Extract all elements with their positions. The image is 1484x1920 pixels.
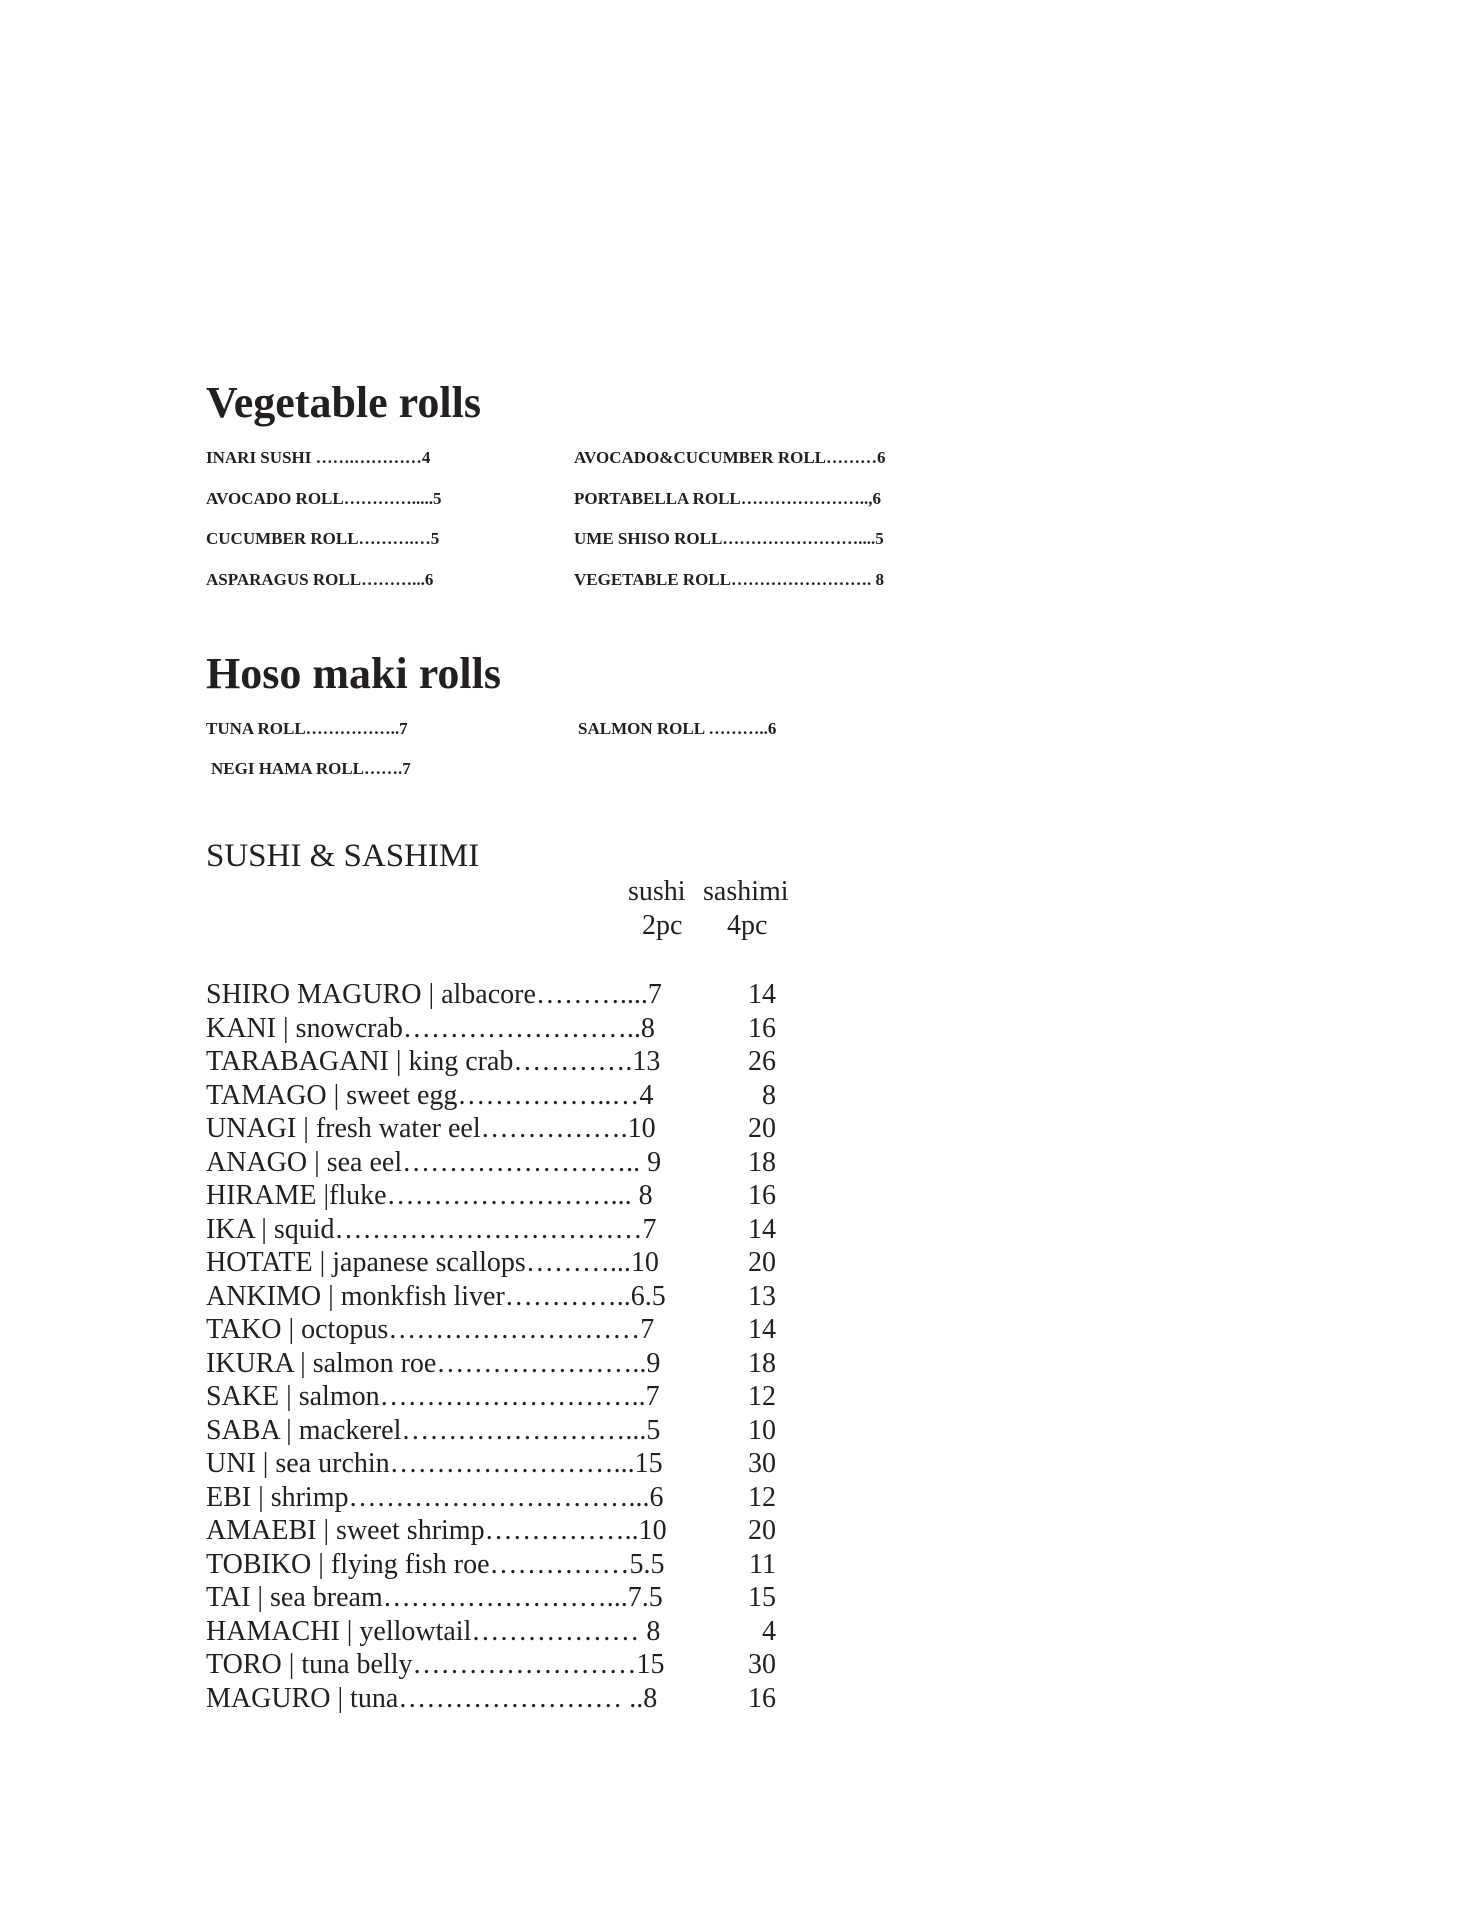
menu-item-name-price: TAMAGO | sweet egg……………..…4 bbox=[206, 1079, 654, 1111]
menu-item-name-price: TOBIKO | flying fish roe……………5.5 bbox=[206, 1548, 665, 1580]
sashimi-price: 14 bbox=[748, 979, 776, 1010]
menu-row bbox=[206, 1146, 776, 1180]
menu-item-name-price: TORO | tuna belly……………………15 bbox=[206, 1649, 665, 1680]
hoso-maki-item: NEGI HAMA ROLL…….7 bbox=[211, 759, 411, 778]
menu-row bbox=[206, 1447, 776, 1481]
menu-row bbox=[206, 1548, 776, 1582]
sushi-column-header: sushi bbox=[628, 876, 686, 907]
menu-item-name-price: ANKIMO | monkfish liver…………..6.5 bbox=[206, 1280, 666, 1312]
sashimi-price: 30 bbox=[748, 1448, 776, 1479]
menu-row bbox=[206, 1280, 776, 1314]
sashimi-price: 18 bbox=[748, 1146, 776, 1178]
menu-item-name-price: EBI | shrimp…………………………...6 bbox=[206, 1481, 664, 1513]
sashimi-price: 4 bbox=[762, 1615, 776, 1647]
menu-row bbox=[206, 1615, 776, 1649]
vegetable-roll-item: AVOCADO ROLL………….....5 bbox=[206, 489, 442, 508]
sashimi-price: 13 bbox=[748, 1280, 776, 1312]
menu-row bbox=[206, 1347, 776, 1381]
menu-item-name-price: SAKE | salmon………………………..7 bbox=[206, 1381, 660, 1412]
sashimi-price: 10 bbox=[748, 1414, 776, 1446]
sashimi-price: 20 bbox=[748, 1113, 776, 1144]
menu-item-name-price: TARABAGANI | king crab………….13 bbox=[206, 1046, 661, 1077]
vegetable-rolls-heading: Vegetable rolls bbox=[206, 378, 481, 427]
menu-row bbox=[206, 1313, 776, 1347]
menu-item-name-price: TAI | sea bream……………………...7.5 bbox=[206, 1582, 663, 1613]
vegetable-roll-item: INARI SUSHI …….…………4 bbox=[206, 448, 431, 467]
sashimi-price: 30 bbox=[748, 1649, 776, 1680]
menu-item-name-price: HIRAME |fluke……………………... 8 bbox=[206, 1180, 653, 1211]
menu-item-name-price: AMAEBI | sweet shrimp……………..10 bbox=[206, 1515, 667, 1546]
menu-row bbox=[206, 1414, 776, 1448]
menu-row bbox=[206, 1481, 776, 1515]
sashimi-price: 26 bbox=[748, 1046, 776, 1077]
menu-row bbox=[206, 1079, 776, 1113]
menu-item-name-price: IKA | squid……………………………7 bbox=[206, 1213, 657, 1245]
vegetable-roll-item: AVOCADO&CUCUMBER ROLL………6 bbox=[574, 448, 886, 467]
sashimi-price: 20 bbox=[748, 1247, 776, 1278]
menu-row bbox=[206, 1581, 776, 1615]
menu-row bbox=[206, 1213, 776, 1247]
menu-item-name-price: UNAGI | fresh water eel…………….10 bbox=[206, 1113, 656, 1144]
sashimi-price: 20 bbox=[748, 1515, 776, 1546]
vegetable-roll-item: ASPARAGUS ROLL………...6 bbox=[206, 570, 434, 589]
sashimi-price: 16 bbox=[748, 1682, 776, 1714]
menu-item-name-price: UNI | sea urchin……………………...15 bbox=[206, 1448, 663, 1479]
menu-row bbox=[206, 1112, 776, 1146]
menu-row bbox=[206, 1246, 776, 1280]
sushi-sashimi-heading: SUSHI & SASHIMI bbox=[206, 838, 480, 874]
menu-row bbox=[206, 1682, 776, 1716]
menu-row bbox=[206, 1648, 776, 1682]
sashimi-price: 14 bbox=[748, 1213, 776, 1245]
menu-item-name-price: TAKO | octopus………………………7 bbox=[206, 1314, 655, 1345]
vegetable-roll-item: VEGETABLE ROLL……………………. 8 bbox=[574, 570, 884, 589]
sashimi-price: 8 bbox=[762, 1079, 776, 1111]
sashimi-price: 11 bbox=[749, 1548, 776, 1580]
menu-row bbox=[206, 1012, 776, 1046]
sashimi-price: 18 bbox=[748, 1347, 776, 1379]
sashimi-price: 15 bbox=[748, 1582, 776, 1613]
sushi-quantity-label: 2pc bbox=[642, 910, 683, 941]
sushi-sashimi-list bbox=[206, 978, 776, 1715]
menu-item-name-price: HOTATE | japanese scallops………...10 bbox=[206, 1247, 659, 1278]
menu-row bbox=[206, 1380, 776, 1414]
menu-row bbox=[206, 1045, 776, 1079]
menu-row bbox=[206, 1514, 776, 1548]
menu-item-name-price: IKURA | salmon roe…………………..9 bbox=[206, 1347, 661, 1379]
vegetable-roll-item: UME SHISO ROLL……………………....5 bbox=[574, 529, 884, 548]
sashimi-price: 16 bbox=[748, 1012, 776, 1044]
menu-item-name-price: SHIRO MAGURO | albacore………....7 bbox=[206, 979, 662, 1010]
menu-item-name-price: KANI | snowcrab……………………..8 bbox=[206, 1012, 655, 1044]
menu-item-name-price: HAMACHI | yellowtail……………… 8 bbox=[206, 1615, 661, 1647]
hoso-maki-item: TUNA ROLL……………..7 bbox=[206, 719, 408, 738]
sashimi-price: 14 bbox=[748, 1314, 776, 1345]
menu-row bbox=[206, 1179, 776, 1213]
menu-item-name-price: SABA | mackerel……………………...5 bbox=[206, 1414, 661, 1446]
menu-item-name-price: MAGURO | tuna…………………… ..8 bbox=[206, 1682, 658, 1714]
hoso-maki-item: SALMON ROLL ………..6 bbox=[578, 719, 777, 738]
sashimi-price: 16 bbox=[748, 1180, 776, 1211]
vegetable-roll-item: CUCUMBER ROLL……….…5 bbox=[206, 529, 440, 548]
sashimi-price: 12 bbox=[748, 1381, 776, 1412]
menu-item-name-price: ANAGO | sea eel…………………….. 9 bbox=[206, 1146, 662, 1178]
sashimi-quantity-label: 4pc bbox=[727, 910, 768, 941]
sashimi-column-header: sashimi bbox=[703, 876, 789, 907]
vegetable-roll-item: PORTABELLA ROLL…………………..,6 bbox=[574, 489, 882, 508]
hoso-maki-rolls-heading: Hoso maki rolls bbox=[206, 649, 502, 698]
sashimi-price: 12 bbox=[748, 1481, 776, 1513]
menu-row bbox=[206, 978, 776, 1012]
